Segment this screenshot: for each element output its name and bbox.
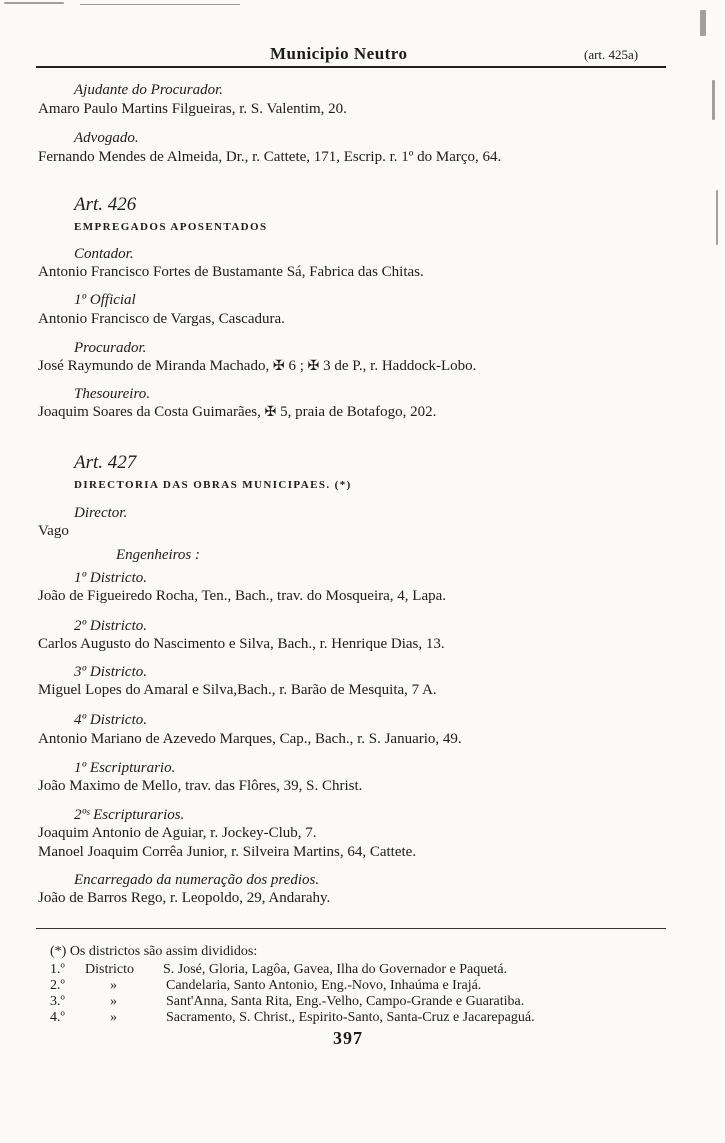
article-reference: (art. 425a) bbox=[584, 47, 639, 62]
role-title: Encarregado da numeração dos predios. bbox=[74, 872, 320, 888]
role-title: 4º Districto. bbox=[74, 712, 147, 728]
scan-noise bbox=[712, 80, 715, 120]
running-title: Municipio Neutro bbox=[270, 44, 408, 63]
scan-noise bbox=[700, 10, 706, 36]
role-title: 1º Districto. bbox=[74, 570, 147, 586]
footnote-label: Districto bbox=[85, 962, 134, 977]
entry-line: Amaro Paulo Martins Filgueiras, r. S. Valentim, 20. bbox=[38, 101, 347, 117]
entry-line bbox=[38, 404, 436, 421]
role-title: Ajudante do Procurador. bbox=[74, 82, 224, 98]
section-label: Engenheiros : bbox=[116, 547, 201, 563]
footnote-rule bbox=[36, 928, 666, 929]
entry-line: Manoel Joaquim Corrêa Junior, r. Silveira Martins, 64, Cattete. bbox=[38, 844, 417, 860]
entry-line: Carlos Augusto do Nascimento e Silva, Bach., r. Henrique Dias, 13. bbox=[38, 636, 445, 652]
article-subheading: EMPREGADOS APOSENTADOS bbox=[74, 221, 268, 233]
footnote-text: Sant'Anna, Santa Rita, Eng.-Velho, Campo-Grande e Guaratiba. bbox=[166, 994, 525, 1009]
footnote-num: 1.º bbox=[50, 962, 65, 977]
page-number: 397 bbox=[333, 1028, 363, 1048]
entry-line: Miguel Lopes do Amaral e Silva,Bach., r. Barão de Mesquita, 7 A. bbox=[38, 682, 437, 698]
role-title: 3º Districto. bbox=[74, 664, 147, 680]
article-subheading: DIRECTORIA DAS OBRAS MUNICIPAES. (*) bbox=[74, 479, 352, 491]
entry-line: Antonio Francisco de Vargas, Cascadura. bbox=[38, 311, 285, 327]
footnote-text: Candelaria, Santo Antonio, Eng.-Novo, Inhaúma e Irajá. bbox=[166, 978, 482, 993]
entry-text: Joaquim Soares da Costa Guimarães, bbox=[38, 404, 261, 420]
footnote-label: » bbox=[110, 994, 117, 1009]
role-title: 2ºˢ Escripturarios. bbox=[74, 807, 185, 823]
header-rule bbox=[36, 66, 666, 68]
footnote-intro: (*) Os districtos são assim divididos: bbox=[50, 944, 258, 959]
entry-line: Fernando Mendes de Almeida, Dr., r. Cattete, 171, Escrip. r. 1º do Março, 64. bbox=[38, 149, 502, 165]
footnote-label: » bbox=[110, 978, 117, 993]
entry-text: 3 de P., r. Haddock-Lobo. bbox=[323, 358, 477, 374]
entry-line: Joaquim Antonio de Aguiar, r. Jockey-Club, 7. bbox=[38, 825, 317, 841]
scan-noise bbox=[4, 2, 64, 4]
footnote-num: 2.º bbox=[50, 978, 65, 993]
footnote-text: Sacramento, S. Christ., Espirito-Santo, Santa-Cruz e Jacarepaguá. bbox=[166, 1010, 535, 1025]
entry-line: Antonio Mariano de Azevedo Marques, Cap., Bach., r. S. Januario, 49. bbox=[38, 731, 462, 747]
scan-noise bbox=[80, 4, 240, 5]
order-cross-icon: ✠ bbox=[307, 358, 320, 374]
entry-text: 5, praia de Botafogo, 202. bbox=[280, 404, 437, 420]
order-cross-icon: ✠ bbox=[272, 358, 285, 374]
footnote-num: 4.º bbox=[50, 1010, 65, 1025]
role-title: Thesoureiro. bbox=[74, 386, 150, 402]
entry-text: 6 ; bbox=[288, 358, 304, 374]
role-title: Director. bbox=[74, 505, 128, 521]
role-title: Contador. bbox=[74, 246, 134, 262]
order-cross-icon: ✠ bbox=[264, 404, 277, 420]
entry-line bbox=[38, 358, 476, 375]
footnote-label: » bbox=[110, 1010, 117, 1025]
role-title: 1º Official bbox=[74, 292, 136, 308]
article-heading: Art. 426 bbox=[74, 194, 137, 215]
entry-line: João de Barros Rego, r. Leopoldo, 29, Andarahy. bbox=[38, 890, 331, 906]
footnote-text: S. José, Gloria, Lagôa, Gavea, Ilha do Governador e Paquetá. bbox=[163, 962, 508, 977]
entry-text: José Raymundo de Miranda Machado, bbox=[38, 358, 270, 374]
entry-line: Vago bbox=[38, 523, 69, 539]
entry-line: João de Figueiredo Rocha, Ten., Bach., trav. do Mosqueira, 4, Lapa. bbox=[38, 588, 447, 604]
scan-noise bbox=[716, 190, 718, 245]
role-title: 2º Districto. bbox=[74, 618, 147, 634]
article-heading: Art. 427 bbox=[74, 452, 137, 473]
role-title: 1º Escripturario. bbox=[74, 760, 176, 776]
entry-line: Antonio Francisco Fortes de Bustamante Sá, Fabrica das Chitas. bbox=[38, 264, 424, 280]
entry-line: João Maximo de Mello, trav. das Flôres, 39, S. Christ. bbox=[38, 778, 363, 794]
role-title: Procurador. bbox=[74, 340, 147, 356]
role-title: Advogado. bbox=[74, 130, 139, 146]
footnote-num: 3.º bbox=[50, 994, 65, 1009]
